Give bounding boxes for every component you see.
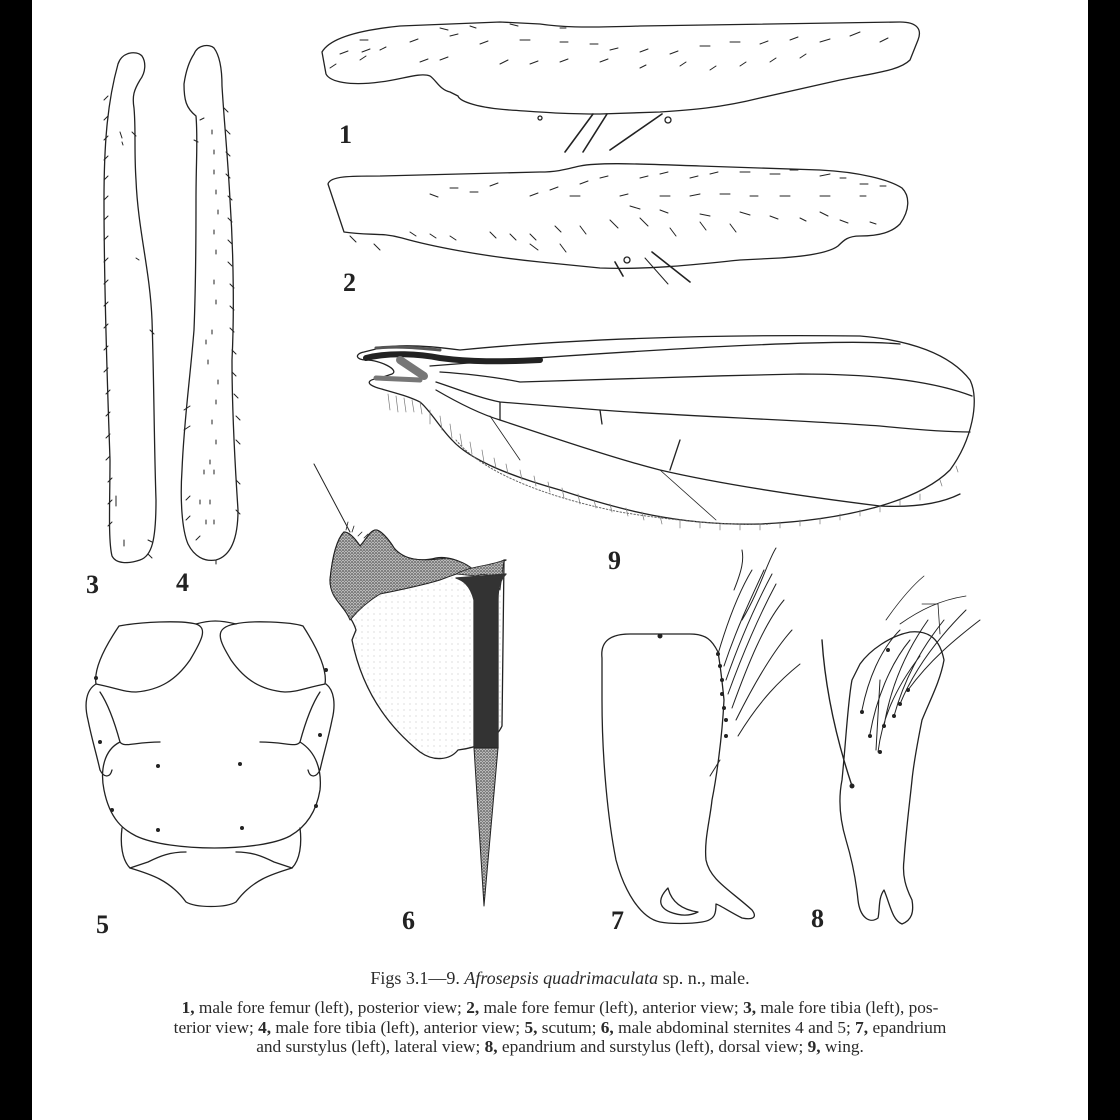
caption-panel-number: 5, xyxy=(524,1017,538,1037)
caption-text: wing. xyxy=(820,1037,864,1056)
caption-prefix: Figs 3.1—9. xyxy=(370,968,460,988)
label-fig6: 6 xyxy=(402,906,415,935)
figure-drawings xyxy=(32,0,1088,960)
caption-text: and surstylus (left), lateral view; xyxy=(256,1037,485,1056)
label-fig7: 7 xyxy=(611,906,624,935)
caption-panel-number: 6, xyxy=(600,1017,614,1037)
caption-panel-number: 8, xyxy=(484,1037,498,1056)
fig6-sternites xyxy=(314,464,506,906)
fig9-wing xyxy=(357,336,974,530)
caption-panel-number: 7, xyxy=(855,1017,869,1037)
caption-panel-number: 2, xyxy=(466,998,480,1017)
label-fig4: 4 xyxy=(176,568,189,597)
caption-text: male abdominal sternites 4 and 5; xyxy=(613,1017,856,1037)
fig5-scutum xyxy=(86,621,334,907)
page xyxy=(32,0,1088,1120)
caption-panel-number: 9, xyxy=(807,1037,821,1056)
fig4-tibia-anterior xyxy=(181,46,240,564)
caption-text: terior view; xyxy=(173,1017,259,1037)
caption-text: male fore tibia (left), pos- xyxy=(756,998,939,1017)
label-fig8: 8 xyxy=(811,904,824,933)
caption-panel-number: 4, xyxy=(258,1017,272,1037)
caption-line xyxy=(32,1018,1088,1038)
fig7-epandrium-lateral xyxy=(602,548,800,924)
label-fig9: 9 xyxy=(608,546,621,575)
caption-line xyxy=(32,998,1088,1018)
caption-species: Afrosepsis quadrimaculata xyxy=(464,968,659,988)
caption-line xyxy=(32,1037,1088,1057)
label-fig2: 2 xyxy=(343,268,356,297)
caption-text: epandrium xyxy=(868,1017,947,1037)
figure-caption-body xyxy=(32,998,1088,1057)
fig3-tibia-posterior xyxy=(104,53,156,563)
caption-panel-number: 3, xyxy=(743,998,757,1017)
caption-panel-number: 1, xyxy=(181,998,195,1017)
label-fig5: 5 xyxy=(96,910,109,939)
fig1-femur-posterior xyxy=(322,22,919,152)
figure-plate xyxy=(32,0,1088,960)
caption-text: male fore tibia (left), anterior view; xyxy=(271,1017,525,1037)
fig2-femur-anterior xyxy=(328,164,908,284)
caption-text: epandrium and surstylus (left), dorsal view; xyxy=(497,1037,808,1056)
fig8-epandrium-dorsal xyxy=(822,576,980,924)
caption-suffix: sp. n., male. xyxy=(662,968,750,988)
label-fig1: 1 xyxy=(339,120,352,149)
caption-text: male fore femur (left), posterior view; xyxy=(194,998,467,1017)
caption-text: scutum; xyxy=(537,1017,601,1037)
figure-caption-title xyxy=(32,968,1088,989)
caption-text: male fore femur (left), anterior view; xyxy=(479,998,744,1017)
label-fig3: 3 xyxy=(86,570,99,599)
